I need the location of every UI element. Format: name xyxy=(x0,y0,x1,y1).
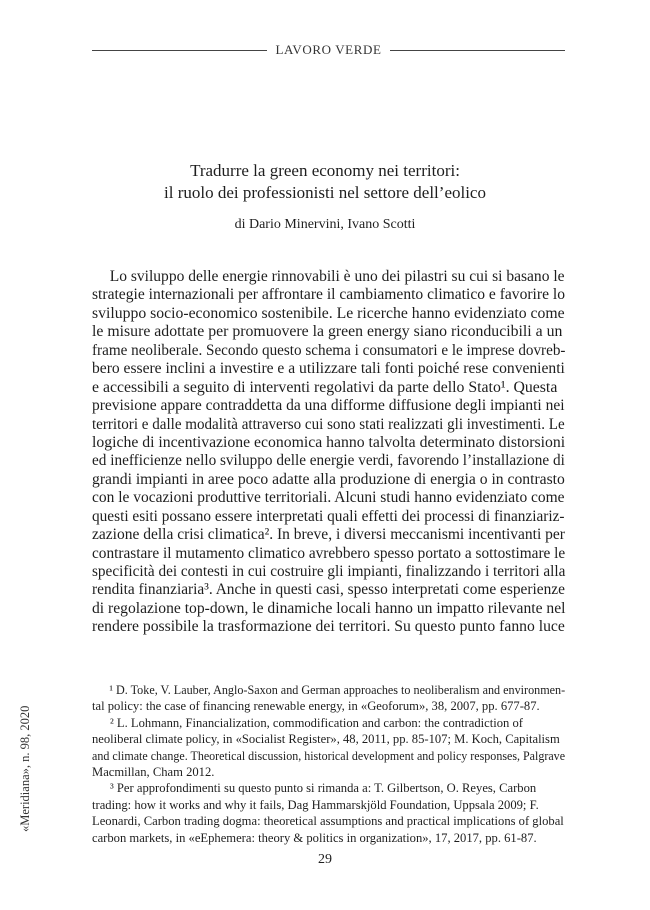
body-line: le misure adottate per promuovere la green energy siano riconducibili a un xyxy=(92,323,563,341)
article-title-line-2: il ruolo dei professionisti nel settore dell’eolico xyxy=(164,183,486,202)
body-line: e accessibili a seguito di interventi regolativi da parte dello Stato¹. Questa xyxy=(92,378,558,396)
footnote-line: ¹ D. Toke, V. Lauber, Anglo-Saxon and German approaches to neoliberalism and environmen- xyxy=(109,683,566,697)
body-line: territori e dalle modalità attraverso cui sono stati realizzati gli investimenti. Le xyxy=(92,415,565,433)
body-line: rendita finanziaria³. Anche in questi casi, spesso interpretati come esperienze xyxy=(92,581,565,599)
footnote-line: carbon markets, in «eEphemera: theory & politics in organization», 17, 2017, pp. 61-87. xyxy=(92,830,537,845)
body-line: strategie internazionali per affrontare il cambiamento climatico e favorire lo xyxy=(92,286,565,304)
body-line: logiche di incentivazione economica hanno talvolta determinato distorsioni xyxy=(92,433,566,451)
footnote-line: Macmillan, Cham 2012. xyxy=(92,764,215,779)
footnote-line: tal policy: the case of financing renewable energy, in «Geoforum», 38, 2007, pp. 677-87. xyxy=(92,699,540,714)
body-line: specificità dei contesti in cui costruire gli impianti, finalizzando i territori alla xyxy=(92,563,566,580)
body-line: ed inefficienze nello sviluppo delle energie verdi, favorendo l’installazione di xyxy=(92,452,565,470)
header-rule-left xyxy=(92,50,267,51)
footnote-line: ³ Per approfondimenti su questo punto si rimanda a: T. Gilbertson, O. Reyes, Carbon xyxy=(110,781,537,796)
footnotes xyxy=(92,682,565,846)
body-line: con le vocazioni produttive territoriali. Alcuni studi hanno evidenziato come xyxy=(92,489,565,507)
body-line: di regolazione top-down, le dinamiche locali hanno un impatto rilevante nel xyxy=(92,599,566,617)
body-line: Lo sviluppo delle energie rinnovabili è uno dei pilastri su cui si basano le xyxy=(109,268,565,285)
body-line: rendere possibile la trasformazione dei territori. Su questo punto fanno luce xyxy=(92,618,565,636)
footnote-line: trading: how it works and why it fails, Dag Hammarskjöld Foundation, Uppsala 2009; F. xyxy=(92,797,539,812)
body-line: bero essere inclini a investire e a utilizzare tali fonti poiché rese convenienti xyxy=(92,360,565,378)
body-line: sviluppo socio-economico sostenibile. Le ricerche hanno evidenziato come xyxy=(92,304,565,322)
body-line: zazione della crisi climatica². In breve, i diversi meccanismi incentivanti per xyxy=(92,526,565,544)
article-title-line-1: Tradurre la green economy nei territori: xyxy=(190,161,460,180)
body-line: frame neoliberale. Secondo questo schema i consumatori e le imprese dovreb- xyxy=(92,341,566,359)
body-line: contrastare il mutamento climatico avrebbero spesso portato a sottostimare le xyxy=(92,544,566,562)
footnote-line: and climate change. Theoretical discussion, historical development and policy responses, Palgrave xyxy=(92,748,566,763)
body-line: grandi impianti in aree poco adatte alla produzione di energia o in contrasto xyxy=(92,470,565,488)
body-line: questi esiti possano essere interpretati quali effetti dei processi di finanziariz- xyxy=(92,507,565,525)
footnote-line: ² L. Lohmann, Financialization, commodification and carbon: the contradiction of xyxy=(110,715,523,730)
footnote-line: Leonardi, Carbon trading dogma: theoretical assumptions and practical implications of global xyxy=(92,814,564,829)
header-rule-right xyxy=(390,50,565,51)
body-line: previsione appare contraddetta da una difforme diffusione degli impianti nei xyxy=(92,397,565,415)
journal-citation: «Meridiana», n. 98, 2020 xyxy=(18,705,32,832)
footnote-line: neoliberal climate policy, in «Socialist Register», 48, 2011, pp. 85-107; M. Koch, Capitalism xyxy=(92,732,560,747)
article-title xyxy=(60,160,590,204)
running-header xyxy=(92,40,565,60)
page-number: 29 xyxy=(318,852,332,867)
section-title: LAVORO VERDE xyxy=(275,42,382,57)
body-text xyxy=(92,268,565,637)
byline: di Dario Minervini, Ivano Scotti xyxy=(234,217,416,232)
